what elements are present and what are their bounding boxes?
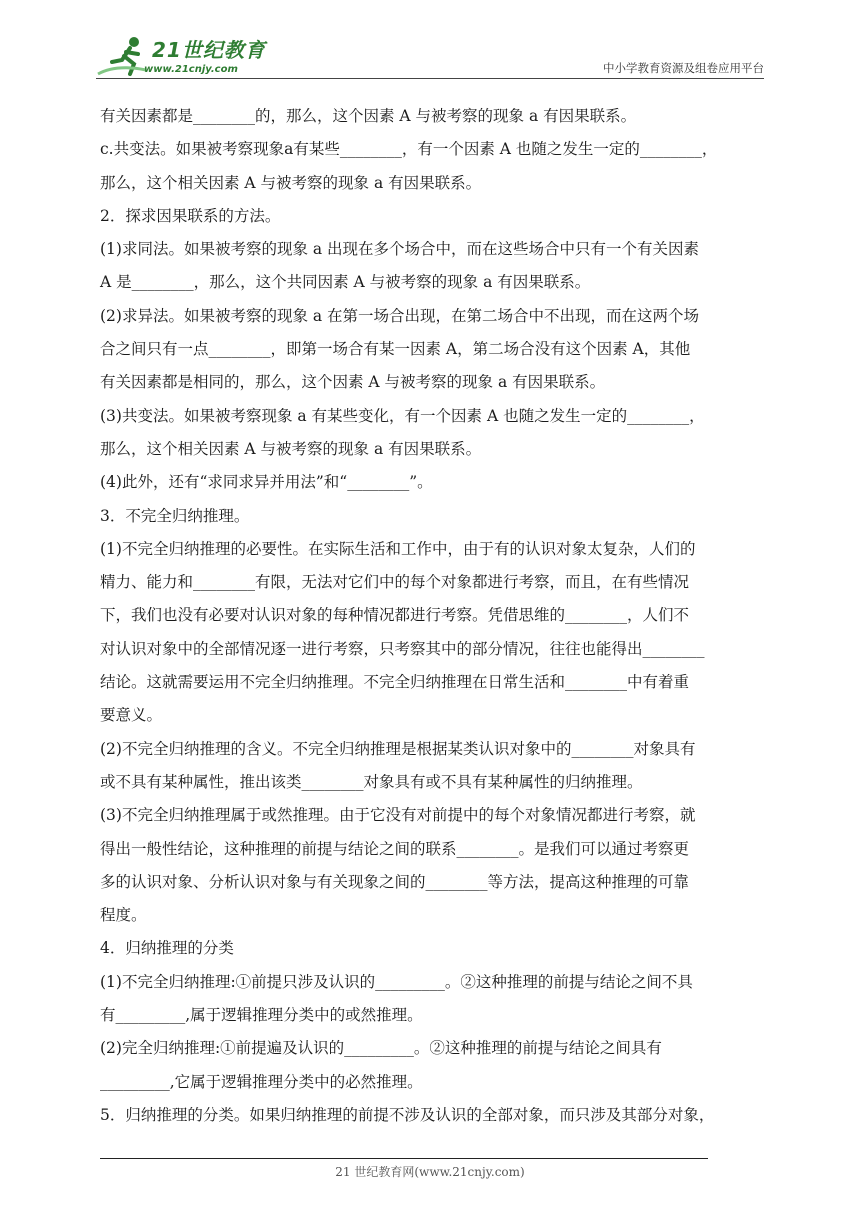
text-line: (3)不完全归纳推理属于或然推理。由于它没有对前提中的每个对象情况都进行考察，就 — [100, 806, 696, 825]
footer-divider — [100, 1158, 708, 1159]
text-line: 有_________,属于逻辑推理分类中的或然推理。 — [100, 1006, 423, 1025]
page-footer[interactable]: 21 世纪教育网(www.21cnjy.com) — [335, 1165, 525, 1179]
logo-text: 21世纪教育 — [152, 38, 266, 62]
text-line: 或不具有某种属性，推出该类________对象具有或不具有某种属性的归纳推理。 — [100, 772, 643, 791]
logo-url: www.21cnjy.com — [144, 64, 238, 75]
text-line: 2．探求因果联系的方法。 — [100, 206, 281, 225]
text-line: A 是________，那么，这个共同因素 A 与被考察的现象 a 有因果联系。 — [100, 273, 591, 292]
text-line: (2)完全归纳推理:①前提遍及认识的_________。②这种推理的前提与结论之间具有 — [100, 1039, 662, 1058]
text-line: (2)不完全归纳推理的含义。不完全归纳推理是根据某类认识对象中的________对象具有 — [100, 739, 696, 758]
text-line: 对认识对象中的全部情况逐一进行考察，只考察其中的部分情况，往往也能得出________ — [100, 639, 705, 658]
text-line: 有关因素都是________的，那么，这个因素 A 与被考察的现象 a 有因果联系。 — [100, 107, 637, 125]
text-line: 下，我们也没有必要对认识对象的每种情况都进行考察。凭借思维的________，人们不 — [100, 606, 690, 625]
text-line: (4)此外，还有“求同求异并用法”和“________”。 — [100, 473, 433, 492]
text-line: _________,它属于逻辑推理分类中的必然推理。 — [100, 1072, 423, 1091]
text-line: (2)求异法。如果被考察的现象 a 在第一场合出现，在第二场合中不出现，而在这两个场 — [100, 306, 700, 325]
text-line: 程度。 — [100, 906, 147, 925]
text-line: 有关因素都是相同的，那么，这个因素 A 与被考察的现象 a 有因果联系。 — [100, 373, 606, 392]
text-line: 要意义。 — [100, 706, 163, 725]
text-line: (3)共变法。如果被考察现象 a 有某些变化，有一个因素 A 也随之发生一定的________， — [100, 406, 705, 425]
text-line: 精力、能力和________有限，无法对它们中的每个对象都进行考察，而且，在有些情况 — [100, 573, 690, 592]
site-logo[interactable] — [96, 34, 266, 78]
header-divider — [96, 78, 764, 79]
text-line: 得出一般性结论，这种推理的前提与结论之间的联系________。是我们可以通过考察更 — [100, 839, 690, 858]
text-line: (1)不完全归纳推理:①前提只涉及认识的_________。②这种推理的前提与结论之间不具 — [100, 972, 693, 991]
document-body — [100, 100, 762, 1132]
text-line: 合之间只有一点________，即第一场合有某一因素 A，第二场合没有这个因素 A，其他 — [100, 340, 691, 359]
page-header — [96, 30, 764, 80]
text-line: (1)不完全归纳推理的必要性。在实际生活和工作中，由于有的认识对象太复杂，人们的 — [100, 539, 696, 558]
text-line: 5．归纳推理的分类。如果归纳推理的前提不涉及认识的全部对象，而只涉及其部分对象， — [100, 1105, 715, 1124]
text-line: 4．归纳推理的分类 — [100, 939, 234, 958]
text-line: c.共变法。如果被考察现象a有某些________，有一个因素 A 也随之发生一定的________， — [100, 140, 718, 159]
text-line: 那么，这个相关因素 A 与被考察的现象 a 有因果联系。 — [100, 439, 482, 458]
platform-name: 中小学教育资源及组卷应用平台 — [603, 61, 764, 75]
text-line: 3．不完全归纳推理。 — [100, 506, 250, 525]
text-line: 结论。这就需要运用不完全归纳推理。不完全归纳推理在日常生活和________中有着重 — [100, 673, 690, 692]
text-line: (1)求同法。如果被考察的现象 a 出现在多个场合中，而在这些场合中只有一个有关因素 — [100, 240, 700, 259]
text-line: 多的认识对象、分析认识对象与有关现象之间的________等方法，提高这种推理的可靠 — [100, 872, 690, 891]
text-line: 那么，这个相关因素 A 与被考察的现象 a 有因果联系。 — [100, 173, 482, 192]
